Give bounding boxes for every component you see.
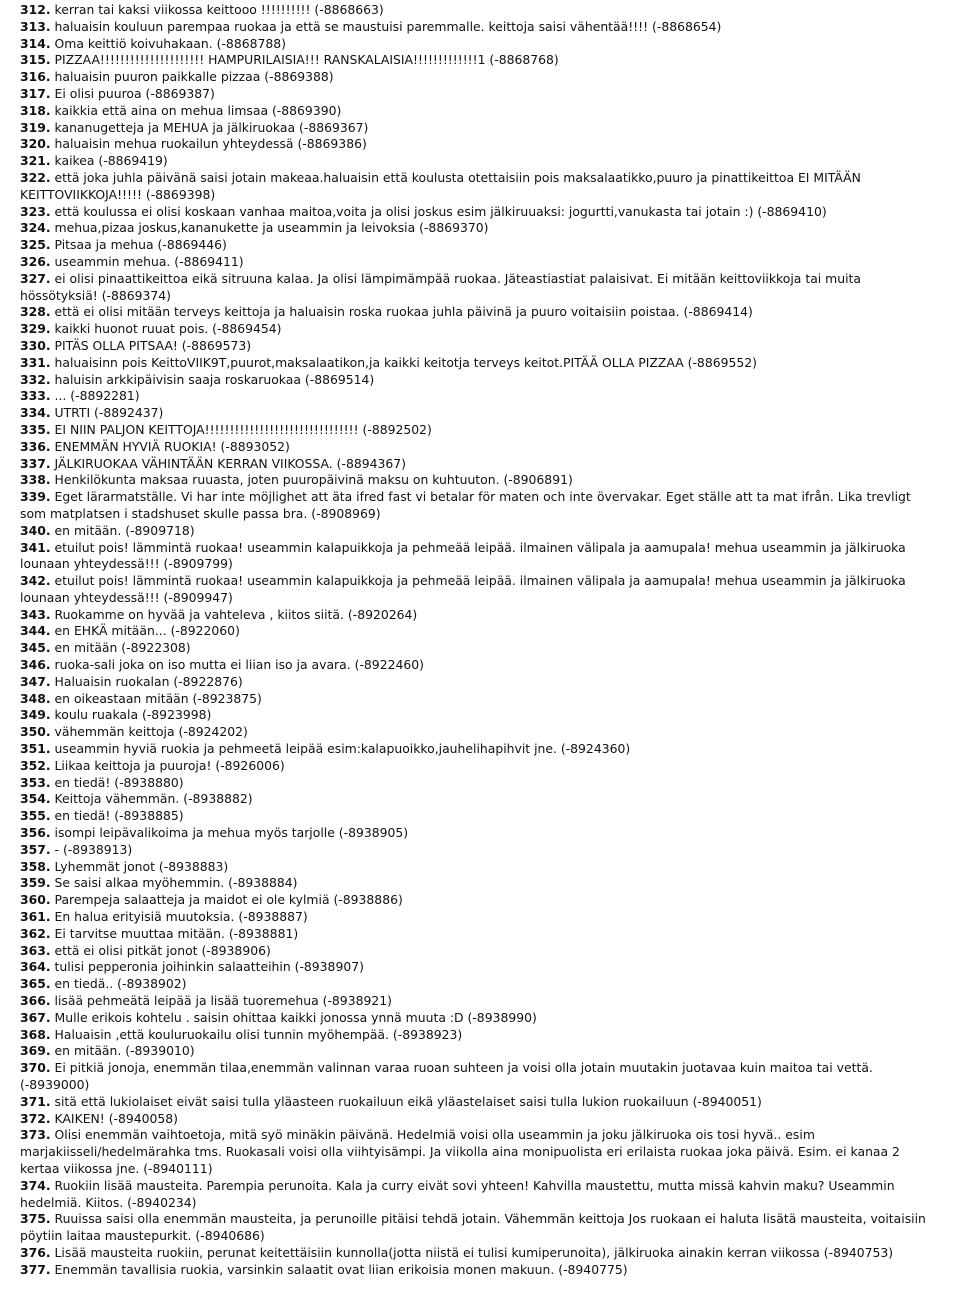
response-text: kerran tai kaksi viikossa keittooo !!!!!!!!!! (-8868663) <box>54 2 384 17</box>
response-text: Enemmän tavallisia ruokia, varsinkin salaatit ovat liian erikoisia monen makuun. (-8940775) <box>54 1261 628 1277</box>
response-number: 328. <box>20 304 51 320</box>
response-number: 349. <box>20 707 51 723</box>
response-item <box>20 1043 932 1060</box>
response-number: 368. <box>20 1026 51 1042</box>
response-text: JÄLKIRUOKAA VÄHINTÄÄN KERRAN VIIKOSSA. (-8894367) <box>54 455 406 471</box>
response-text: Se saisi alkaa myöhemmin. (-8938884) <box>54 875 298 891</box>
response-item <box>20 909 932 926</box>
response-number: 317. <box>20 85 51 101</box>
response-text: en mitään. (-8939010) <box>54 1043 195 1059</box>
response-number: 332. <box>20 371 51 387</box>
response-item <box>20 153 932 170</box>
response-number: 334. <box>20 405 51 421</box>
response-text: Ei tarvitse muuttaa mitään. (-8938881) <box>54 925 299 941</box>
response-number: 354. <box>20 791 51 807</box>
response-item <box>20 674 932 691</box>
response-text: haluisin arkkipäivisin saaja roskaruokaa (-8869514) <box>54 371 375 387</box>
response-item <box>20 657 932 674</box>
response-number: 351. <box>20 741 51 757</box>
response-text: EI NIIN PALJON KEITTOJA!!!!!!!!!!!!!!!!!!!!!!!!!!!!!!! (-8892502) <box>54 421 432 437</box>
response-item <box>20 103 932 120</box>
response-text: PIZZAA!!!!!!!!!!!!!!!!!!!!! HAMPURILAISIA!!! RANSKALAISIA!!!!!!!!!!!!!1 (-8868768) <box>54 52 559 68</box>
response-number: 367. <box>20 1009 51 1025</box>
response-number: 376. <box>20 1244 51 1260</box>
response-number: 355. <box>20 808 51 824</box>
response-text: en mitään. (-8909718) <box>54 522 195 538</box>
response-number: 350. <box>20 724 51 740</box>
response-item <box>20 422 932 439</box>
response-item <box>20 859 932 876</box>
response-text: ei olisi pinaattikeittoa eikä sitruuna kalaa. Ja olisi lämpimämpää ruokaa. Jäteastiastiat palaisivat. Ei mitään keittoviikkoja tai muita hössötyksiä! (-8869374) <box>20 270 861 303</box>
response-text: En halua erityisiä muutoksia. (-8938887) <box>54 909 308 925</box>
response-text: että koulussa ei olisi koskaan vanhaa maitoa,voita ja olisi joskus esim jälkiruuaksi: jogurtti,vanukasta tai jotain :) (-8869410) <box>54 203 827 219</box>
response-item <box>20 220 932 237</box>
response-text: lisää pehmeätä leipää ja lisää tuoremehua (-8938921) <box>54 993 392 1009</box>
response-item <box>20 523 932 540</box>
response-number: 362. <box>20 925 51 941</box>
response-item <box>20 86 932 103</box>
response-item <box>20 1094 932 1111</box>
response-number: 346. <box>20 657 51 673</box>
response-item <box>20 69 932 86</box>
response-item <box>20 1111 932 1128</box>
response-text: PITÄS OLLA PITSAA! (-8869573) <box>54 337 252 353</box>
response-text: Haluaisin ruokalan (-8922876) <box>54 673 243 689</box>
response-text: koulu ruakala (-8923998) <box>54 707 212 723</box>
response-number: 339. <box>20 489 51 505</box>
response-number: 347. <box>20 673 51 689</box>
response-item <box>20 926 932 943</box>
response-number: 370. <box>20 1060 51 1076</box>
response-text: haluaisin mehua ruokailun yhteydessä (-8869386) <box>54 136 367 152</box>
response-item <box>20 1060 932 1094</box>
response-item <box>20 472 932 489</box>
response-item <box>20 724 932 741</box>
response-item <box>20 691 932 708</box>
response-text: mehua,pizaa joskus,kananukette ja useammin ja leivoksia (-8869370) <box>54 220 489 236</box>
response-text: isompi leipävalikoima ja mehua myös tarjolle (-8938905) <box>54 825 409 841</box>
response-text: Ei olisi puuroa (-8869387) <box>54 85 215 101</box>
response-number: 364. <box>20 959 51 975</box>
response-text: Keittoja vähemmän. (-8938882) <box>54 791 253 807</box>
response-number: 336. <box>20 438 51 454</box>
response-item <box>20 892 932 909</box>
response-number: 340. <box>20 522 51 538</box>
response-text: Olisi enemmän vaihtoetoja, mitä syö minäkin päivänä. Hedelmiä voisi olla useammin ja joku jälkiruoka ois tosi hyvä.. esim marjakiisseli/hedelmärahka tms. Ruokasali voisi olla viihtyisämpi. Ja viikolla aina monipuolista eri erilaista ruokaa joka päivä. Esim. ei kanaa 2 kertaa viikossa jne. (-8940111) <box>20 1127 900 1176</box>
response-item <box>20 456 932 473</box>
response-number: 342. <box>20 573 51 589</box>
response-number: 318. <box>20 102 51 118</box>
response-item <box>20 842 932 859</box>
response-number: 353. <box>20 774 51 790</box>
response-text: kaikki huonot ruuat pois. (-8869454) <box>54 321 282 337</box>
response-number: 363. <box>20 942 51 958</box>
response-number: 313. <box>20 18 51 34</box>
response-item <box>20 775 932 792</box>
response-text: Ruuissa saisi olla enemmän mausteita, ja perunoille pitäisi tehdä jotain. Vähemmän keittoja Jos ruokaan ei haluta lisätä mausteita, voitaisiin pöytiin laitaa maustepurkit. (-8940686) <box>20 1211 926 1244</box>
response-text: en mitään (-8922308) <box>54 640 191 656</box>
response-text: vähemmän keittoja (-8924202) <box>54 724 248 740</box>
response-number: 314. <box>20 35 51 51</box>
response-number: 323. <box>20 203 51 219</box>
response-item <box>20 489 932 523</box>
response-number: 326. <box>20 253 51 269</box>
response-text: tulisi pepperonia joihinkin salaatteihin (-8938907) <box>54 959 364 975</box>
response-text: ruoka-sali joka on iso mutta ei liian iso ja avara. (-8922460) <box>54 657 424 673</box>
response-item <box>20 959 932 976</box>
response-item <box>20 321 932 338</box>
response-item <box>20 1262 932 1279</box>
response-number: 366. <box>20 993 51 1009</box>
response-item <box>20 372 932 389</box>
response-number: 341. <box>20 539 51 555</box>
response-text: Eget lärarmatställe. Vi har inte möjlighet att äta ifred fast vi betalar för maten och inte övervakar. Eget ställe att ta mat ifrån. Lika trevligt som matplatsen i stadshuset skulle passa bra. (-8908969) <box>20 489 911 521</box>
response-number: 338. <box>20 472 51 488</box>
response-number: 369. <box>20 1043 51 1059</box>
response-text: haluaisinn pois KeittoVIIK9T,puurot,maksalaatikon,ja kaikki keitotja terveys keitot.PITÄÄ OLLA PIZZAA (-8869552) <box>54 354 757 370</box>
response-item <box>20 19 932 36</box>
response-number: 321. <box>20 153 51 169</box>
response-item <box>20 1178 932 1212</box>
response-number: 377. <box>20 1261 51 1277</box>
response-number: 327. <box>20 270 51 286</box>
response-item <box>20 875 932 892</box>
response-text: - (-8938913) <box>54 841 133 857</box>
response-text: Liikaa keittoja ja puuroja! (-8926006) <box>54 757 285 773</box>
response-item <box>20 204 932 221</box>
response-number: 358. <box>20 858 51 874</box>
response-text: etuilut pois! lämmintä ruokaa! useammin kalapuikkoja ja pehmeää leipää. ilmainen välipala ja aamupala! mehua useammin ja jälkiruoka lounaan yhteydessä!!! (-8909799) <box>20 539 906 572</box>
response-text: Ei pitkiä jonoja, enemmän tilaa,enemmän valinnan varaa ruoan suhteen ja voisi olla jotain muutakin juotavaa kuin maitoa tai vettä. (-8939000) <box>20 1060 873 1092</box>
response-text: etuilut pois! lämmintä ruokaa! useammin kalapuikkoja ja pehmeää leipää. ilmainen välipala ja aamupala! mehua useammin ja jälkiruoka lounaan yhteydessä!!! (-8909947) <box>20 573 906 605</box>
response-text: useammin hyviä ruokia ja pehmeetä leipää esim:kalapuoikko,jauhelihapihvit jne. (-8924360) <box>54 741 631 757</box>
response-item <box>20 623 932 640</box>
response-item <box>20 573 932 607</box>
response-item <box>20 808 932 825</box>
response-item <box>20 741 932 758</box>
response-number: 348. <box>20 690 51 706</box>
response-text: Pitsaa ja mehua (-8869446) <box>54 237 227 253</box>
response-number: 329. <box>20 321 51 337</box>
response-number: 316. <box>20 69 51 85</box>
response-number: 373. <box>20 1127 51 1143</box>
response-text: ... (-8892281) <box>54 388 140 404</box>
response-number: 322. <box>20 169 51 185</box>
response-item <box>20 791 932 808</box>
response-number: 344. <box>20 623 51 639</box>
response-number: 343. <box>20 606 51 622</box>
response-number: 324. <box>20 220 51 236</box>
response-text: Ruokamme on hyvää ja vahteleva , kiitos siitä. (-8920264) <box>54 606 418 622</box>
response-number: 374. <box>20 1177 51 1193</box>
response-number: 359. <box>20 875 51 891</box>
response-item <box>20 943 932 960</box>
response-number: 325. <box>20 237 51 253</box>
response-item <box>20 170 932 204</box>
response-text: kaikkia että aina on mehua limsaa (-8869390) <box>54 102 342 118</box>
response-item <box>20 338 932 355</box>
response-item <box>20 388 932 405</box>
response-number: 335. <box>20 421 51 437</box>
response-number: 319. <box>20 119 51 135</box>
response-number: 331. <box>20 354 51 370</box>
response-item <box>20 405 932 422</box>
response-item <box>20 993 932 1010</box>
response-text: Haluaisin ,että kouluruokailu olisi tunnin myöhempää. (-8938923) <box>54 1026 463 1042</box>
response-item <box>20 758 932 775</box>
response-text: että joka juhla päivänä saisi jotain makeaa.haluaisin että koulusta otettaisiin pois maksalaatikko,puuro ja pinattikeittoa EI MITÄÄN KEITTOVIIKKOJA!!!!! (-8869398) <box>20 169 861 202</box>
response-item <box>20 607 932 624</box>
response-item <box>20 271 932 305</box>
response-item <box>20 640 932 657</box>
response-item <box>20 1010 932 1027</box>
response-text: että ei olisi pitkät jonot (-8938906) <box>54 942 271 958</box>
response-text: Mulle erikois kohtelu . saisin ohittaa kaikki jonossa ynnä muuta :D (-8938990) <box>54 1009 537 1025</box>
response-text: ENEMMÄN HYVIÄ RUOKIA! (-8893052) <box>54 438 290 454</box>
response-item <box>20 1245 932 1262</box>
response-item <box>20 707 932 724</box>
response-number: 371. <box>20 1093 51 1109</box>
response-number: 330. <box>20 337 51 353</box>
response-text: kananugetteja ja MEHUA ja jälkiruokaa (-8869367) <box>54 119 369 135</box>
response-number: 365. <box>20 976 51 992</box>
response-item <box>20 254 932 271</box>
response-text: Oma keittiö koivuhakaan. (-8868788) <box>54 35 286 51</box>
response-text: Parempeja salaatteja ja maidot ei ole kylmiä (-8938886) <box>54 892 403 908</box>
response-item <box>20 52 932 69</box>
response-text: Lyhemmät jonot (-8938883) <box>54 858 229 874</box>
response-text: en oikeastaan mitään (-8923875) <box>54 690 262 706</box>
response-number: 356. <box>20 825 51 841</box>
response-item <box>20 120 932 137</box>
response-number: 357. <box>20 841 51 857</box>
response-text: sitä että lukiolaiset eivät saisi tulla yläasteen ruokailuun eikä yläastelaiset saisi tulla lukion ruokailuun (-8940051) <box>54 1093 762 1109</box>
response-number: 320. <box>20 136 51 152</box>
response-text: kaikea (-8869419) <box>54 153 168 169</box>
response-text: en tiedä.. (-8938902) <box>54 976 187 992</box>
response-item <box>20 1211 932 1245</box>
response-number: 375. <box>20 1211 51 1227</box>
response-number: 333. <box>20 388 51 404</box>
response-number: 361. <box>20 909 51 925</box>
response-item <box>20 825 932 842</box>
response-item <box>20 439 932 456</box>
response-item <box>20 136 932 153</box>
response-number: 337. <box>20 455 51 471</box>
response-item <box>20 1127 932 1177</box>
response-item <box>20 2 932 19</box>
response-item <box>20 540 932 574</box>
response-number: 360. <box>20 892 51 908</box>
response-number: 372. <box>20 1110 51 1126</box>
response-item <box>20 1027 932 1044</box>
response-text: KAIKEN! (-8940058) <box>54 1110 179 1126</box>
response-text: Lisää mausteita ruokiin, perunat keitettäisiin kunnolla(jotta niistä ei tulisi kumiperunoita), jälkiruoka ainakin kerran viikossa (-8940753) <box>54 1244 894 1260</box>
response-number: 352. <box>20 757 51 773</box>
response-list <box>20 2 932 1279</box>
response-item <box>20 237 932 254</box>
response-item <box>20 304 932 321</box>
response-item <box>20 36 932 53</box>
response-item <box>20 355 932 372</box>
response-number: 312. <box>20 2 51 17</box>
response-text: UTRTI (-8892437) <box>54 405 164 421</box>
response-text: Ruokiin lisää mausteita. Parempia perunoita. Kala ja curry eivät sovi yhteen! Kahvilla maustettu, mutta missä kahvin maku? Useammin hedelmiä. Kiitos. (-8940234) <box>20 1177 895 1210</box>
response-text: että ei olisi mitään terveys keittoja ja haluaisin roska ruokaa juhla päivinä ja puuro voitaisiin poistaa. (-8869414) <box>54 304 753 320</box>
response-text: en EHKÄ mitään... (-8922060) <box>54 623 240 639</box>
response-text: en tiedä! (-8938880) <box>54 774 184 790</box>
response-text: Henkilökunta maksaa ruuasta, joten puuropäivinä maksu on kuhtuuton. (-8906891) <box>54 472 573 488</box>
response-text: haluaisin kouluun parempaa ruokaa ja että se maustuisi paremmalle. keittoja saisi vähentää!!!! (-8868654) <box>54 18 722 34</box>
response-text: en tiedä! (-8938885) <box>54 808 184 824</box>
response-number: 345. <box>20 640 51 656</box>
response-item <box>20 976 932 993</box>
response-text: useammin mehua. (-8869411) <box>54 253 244 269</box>
response-number: 315. <box>20 52 51 68</box>
response-text: haluaisin puuron paikkalle pizzaa (-8869388) <box>54 69 334 85</box>
